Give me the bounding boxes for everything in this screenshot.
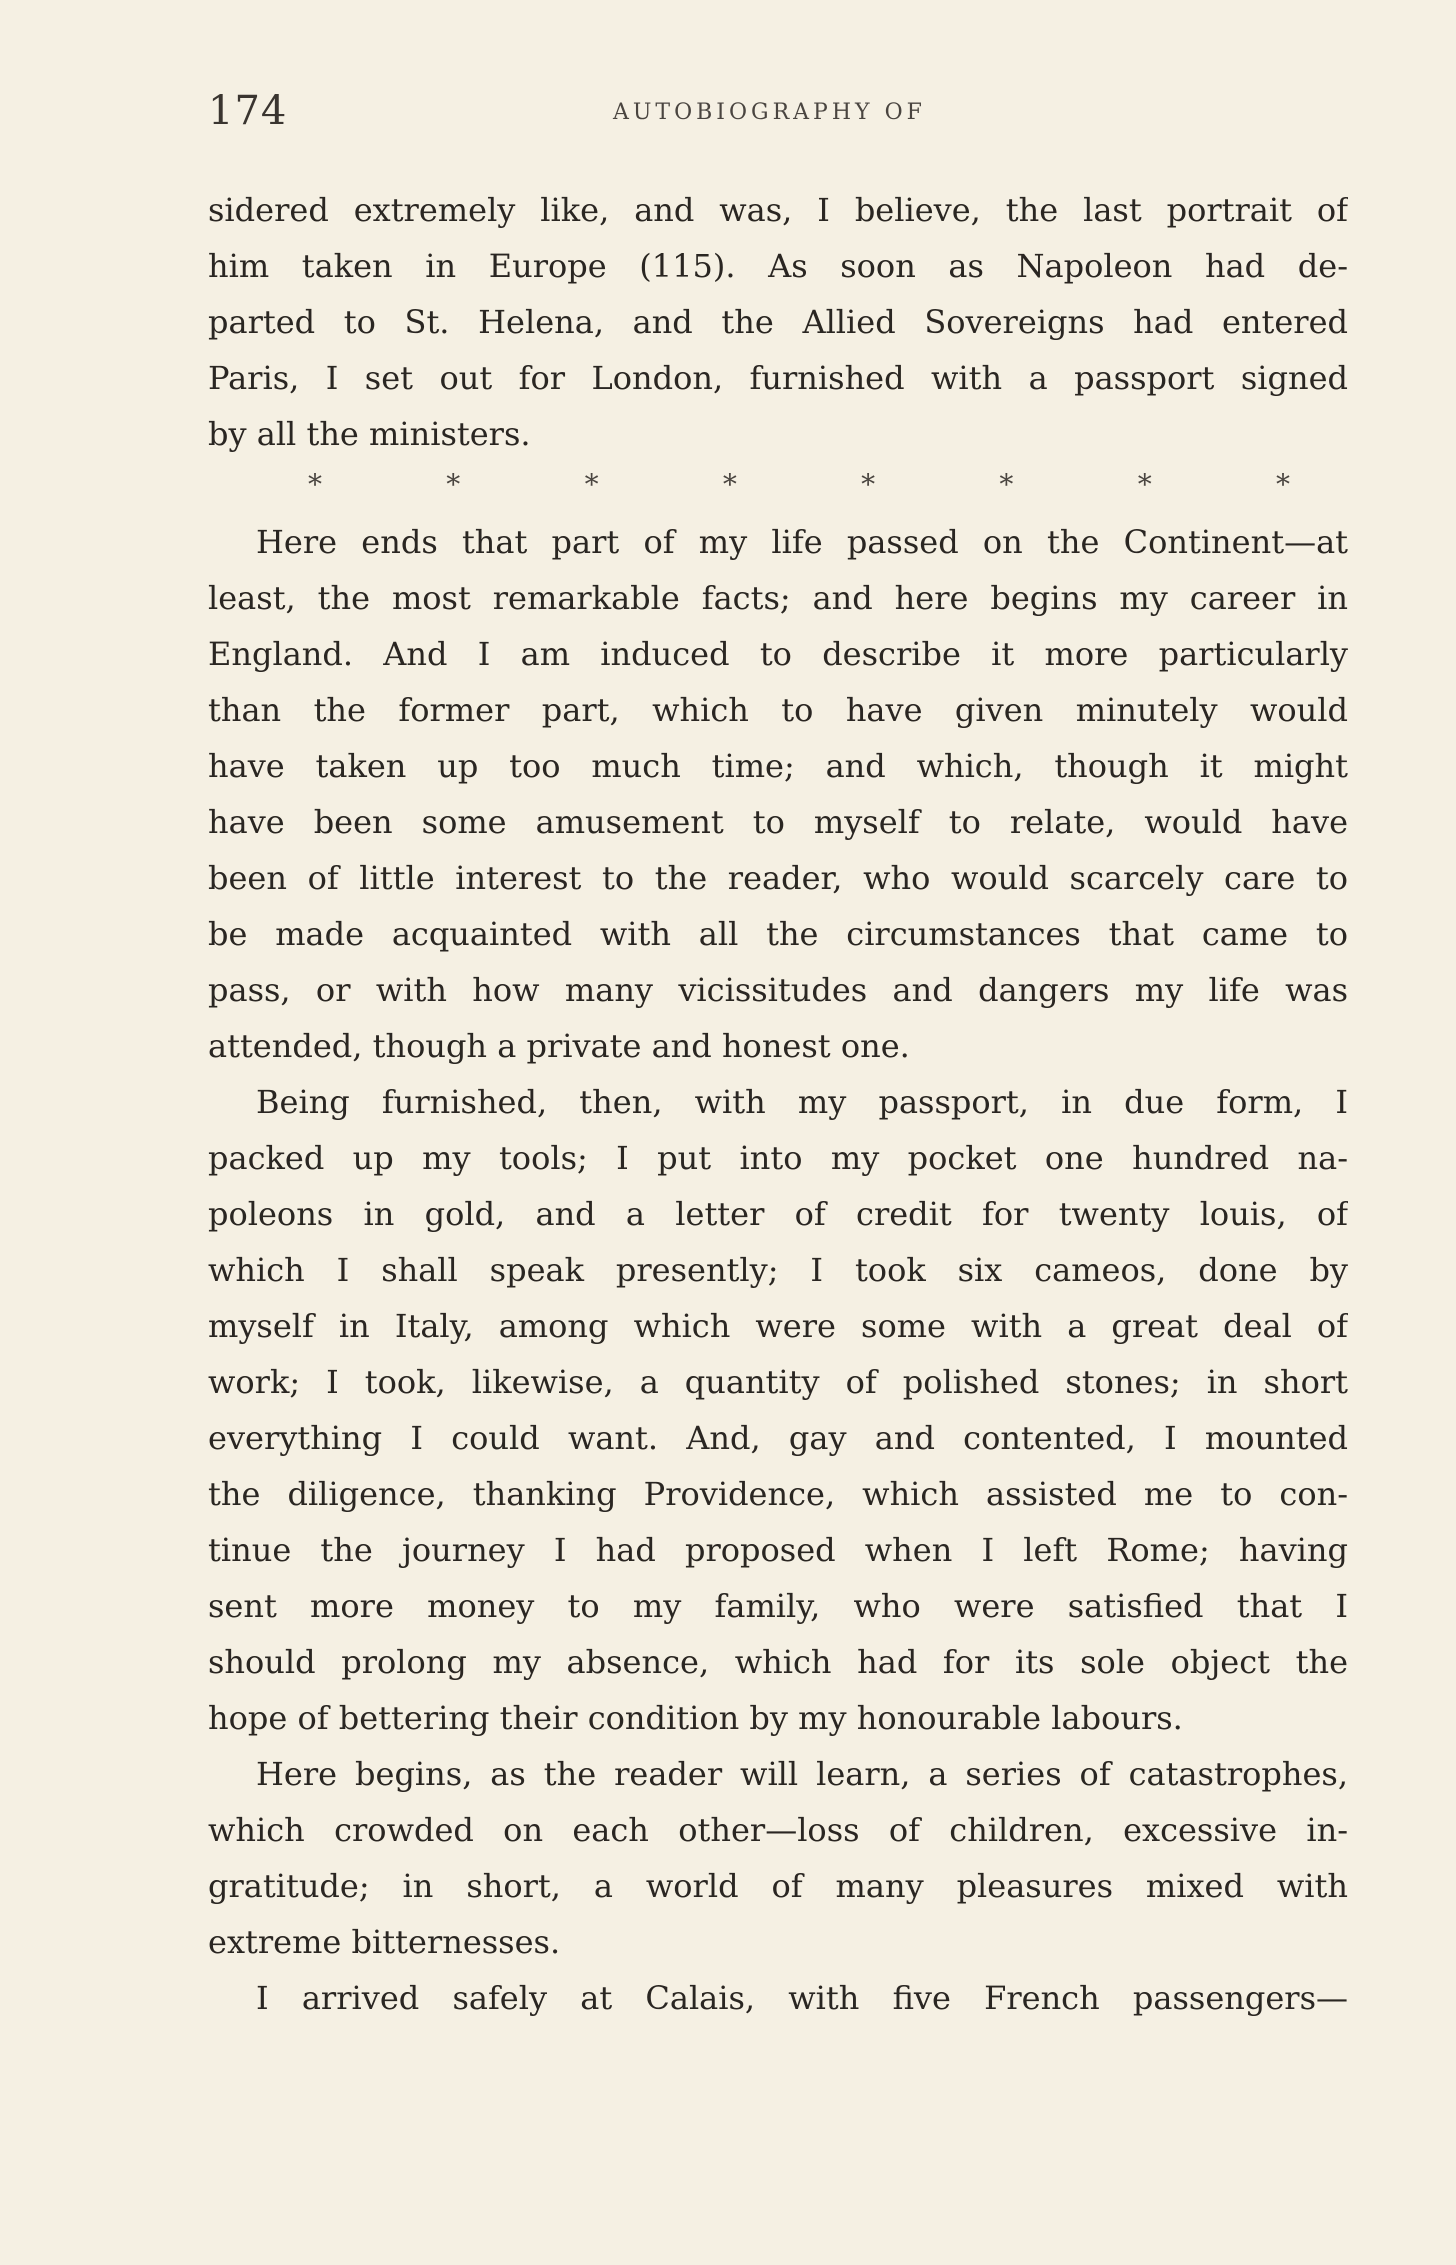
- body-text: [208, 182, 1348, 2026]
- asterisk-icon: *: [584, 468, 599, 501]
- page-number: 174: [208, 88, 288, 134]
- paragraph-passport: [208, 1074, 1348, 1746]
- text-line: have been some amusement to myself to relate, would have: [208, 803, 1348, 841]
- text-line: pass, or with how many vicissitudes and dangers my life was: [208, 971, 1348, 1009]
- text-line: him taken in Europe (115). As soon as Napoleon had de-: [208, 247, 1348, 285]
- running-title: AUTOBIOGRAPHY OF: [613, 100, 926, 125]
- text-line: I arrived safely at Calais, with five French passengers—: [256, 1979, 1348, 2017]
- text-line: which crowded on each other—loss of children, excessive in-: [208, 1811, 1348, 1849]
- text-line: have taken up too much time; and which, though it might: [208, 747, 1348, 785]
- asterisk-icon: *: [308, 468, 322, 501]
- text-line: Here begins, as the reader will learn, a series of catastrophes,: [256, 1755, 1348, 1793]
- asterisk-icon: *: [722, 468, 737, 501]
- asterisk-icon: *: [861, 468, 876, 501]
- asterisk-icon: *: [446, 468, 461, 501]
- text-line: been of little interest to the reader, who would scarcely care to: [208, 859, 1348, 897]
- text-line: poleons in gold, and a letter of credit for twenty louis, of: [208, 1195, 1348, 1233]
- text-line: everything I could want. And, gay and contented, I mounted: [208, 1419, 1348, 1457]
- text-line: extreme bitternesses.: [208, 1923, 561, 1961]
- asterisk-icon: *: [999, 468, 1014, 501]
- paragraph-continent: [208, 514, 1348, 1074]
- asterisk-icon: *: [1275, 468, 1290, 501]
- text-line: parted to St. Helena, and the Allied Sovereigns had entered: [208, 303, 1348, 341]
- text-line: least, the most remarkable facts; and here begins my career in: [208, 579, 1348, 617]
- text-line: tinue the journey I had proposed when I left Rome; having: [208, 1531, 1348, 1569]
- text-line: Being furnished, then, with my passport, in due form, I: [256, 1083, 1348, 1121]
- paragraph-catastrophes: [208, 1746, 1348, 1970]
- running-head: [208, 88, 1348, 138]
- text-line: myself in Italy, among which were some with a great deal of: [208, 1307, 1348, 1345]
- text-line: Here ends that part of my life passed on the Continent—at: [256, 523, 1348, 561]
- text-line: should prolong my absence, which had for its sole object the: [208, 1643, 1348, 1681]
- text-line: packed up my tools; I put into my pocket one hundred na-: [208, 1139, 1348, 1177]
- continued-paragraph: [208, 182, 1348, 462]
- text-line: sent more money to my family, who were satisfied that I: [208, 1587, 1348, 1625]
- text-line: Paris, I set out for London, furnished with a passport signed: [208, 359, 1348, 397]
- text-line: sidered extremely like, and was, I believe, the last portrait of: [208, 191, 1348, 229]
- text-line: work; I took, likewise, a quantity of polished stones; in short: [208, 1363, 1348, 1401]
- text-line: hope of bettering their condition by my honourable labours.: [208, 1699, 1183, 1737]
- text-line: the diligence, thanking Providence, which assisted me to con-: [208, 1475, 1348, 1513]
- paragraph-calais: [208, 1970, 1348, 2026]
- asterisk-separator: [208, 462, 1348, 508]
- text-line: than the former part, which to have given minutely would: [208, 691, 1348, 729]
- text-line: gratitude; in short, a world of many pleasures mixed with: [208, 1867, 1348, 1905]
- text-line: by all the ministers.: [208, 415, 531, 453]
- text-line: which I shall speak presently; I took six cameos, done by: [208, 1251, 1348, 1289]
- text-line: attended, though a private and honest one.: [208, 1027, 910, 1065]
- text-line: be made acquainted with all the circumstances that came to: [208, 915, 1348, 953]
- text-line: England. And I am induced to describe it more particularly: [208, 635, 1348, 673]
- asterisk-icon: *: [1137, 468, 1152, 501]
